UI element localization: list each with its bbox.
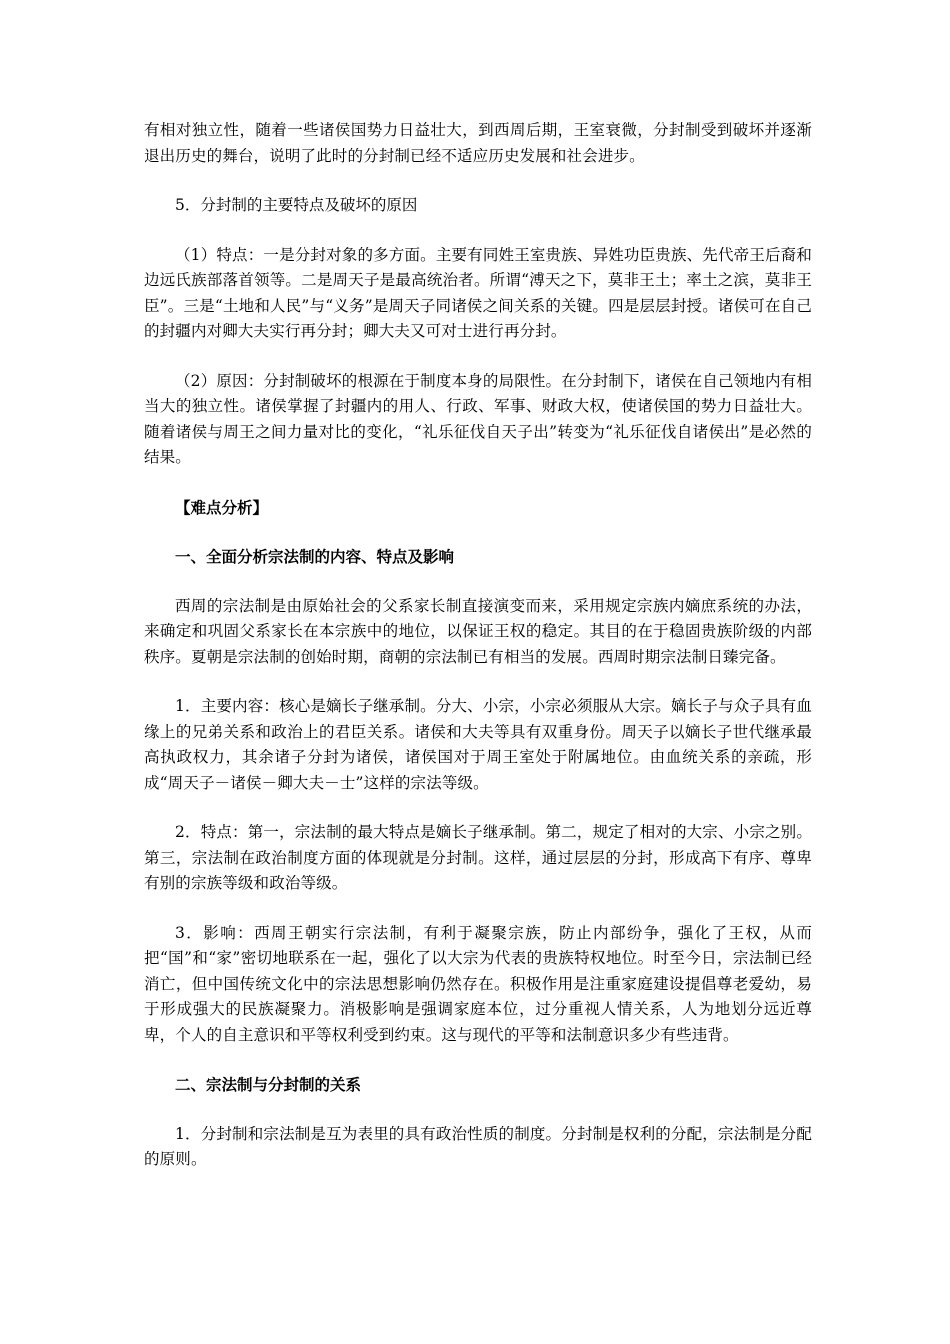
heading-section-one: 一、全面分析宗法制的内容、特点及影响 (175, 547, 455, 566)
heading-difficulty-analysis: 【难点分析】 (175, 497, 269, 517)
paragraph-characteristics: 2．特点：第一，宗法制的最大特点是嫡长子继承制。第二，规定了相对的大宗、小宗之别。第三，宗法制在政治制度方面的体现就是分封制。这样，通过层层的分封，形成高下有序、尊卑有别的宗族等级和政治等级。 (144, 823, 812, 892)
paragraph-reasons: （2）原因：分封制破坏的根源在于制度本身的局限性。在分封制下，诸侯在自己领地内有相当大的独立性。诸侯掌握了封疆内的用人、行政、军事、财政大权，使诸侯国的势力日益壮大。随着诸侯与周王之间力量对比的变化，“礼乐征伐自天子出”转变为“礼乐征伐自诸侯出”是必然的结果。 (144, 371, 812, 466)
paragraph-relationship: 1．分封制和宗法制是互为表里的具有政治性质的制度。分封制是权利的分配，宗法制是分配的原则。 (144, 1124, 812, 1168)
paragraph-zongfa-intro: 西周的宗法制是由原始社会的父系家长制直接演变而来，采用规定宗族内嫡庶系统的办法，来确定和巩固父系家长在本宗族中的地位，以保证王权的稳定。其目的在于稳固贵族阶级的内部秩序。夏朝是宗法制的创始时期，商朝的宗法制已有相当的发展。西周时期宗法制日臻完备。 (144, 596, 812, 666)
paragraph-continuation: 有相对独立性，随着一些诸侯国势力日益壮大，到西周后期，王室衰微，分封制受到破坏并逐渐退出历史的舞台，说明了此时的分封制已经不适应历史发展和社会进步。 (144, 121, 812, 165)
paragraph-features: （1）特点：一是分封对象的多方面。主要有同姓王室贵族、异姓功臣贵族、先代帝王后裔和边远氏族部落首领等。二是周天子是最高统治者。所谓“溥天之下，莫非王土；率土之滨，莫非王臣”。三是“土地和人民”与“义务”是周天子同诸侯之间关系的关键。四是层层封授。诸侯可在自己的封疆内对卿大夫实行再分封；卿大夫又可对士进行再分封。 (144, 245, 812, 340)
paragraph-main-content: 1．主要内容：核心是嫡长子继承制。分大、小宗，小宗必须服从大宗。嫡长子与众子具有血缘上的兄弟关系和政治上的君臣关系。诸侯和大夫等具有双重身份。周天子以嫡长子世代继承最高执政权力，其余诸子分封为诸侯，诸侯国对于周王室处于附属地位。由血统关系的亲疏，形成“周天子－诸侯－卿大夫－士”这样的宗法等级。 (144, 697, 812, 792)
document-page (144, 118, 812, 1197)
heading-section-two: 二、宗法制与分封制的关系 (175, 1075, 362, 1094)
section-item-5-title: 5．分封制的主要特点及破坏的原因 (175, 196, 418, 214)
paragraph-influence: 3．影响：西周王朝实行宗法制，有利于凝聚宗族，防止内部纷争，强化了王权，从而把“国”和“家”密切地联系在一起，强化了以大宗为代表的贵族特权地位。时至今日，宗法制已经消亡，但中国传统文化中的宗法思想影响仍然存在。积极作用是注重家庭建设提倡尊老爱幼，易于形成强大的民族凝聚力。消极影响是强调家庭本位，过分重视人情关系，人为地划分远近尊卑，个人的自主意识和平等权利受到约束。这与现代的平等和法制意识多少有些违背。 (144, 923, 812, 1044)
